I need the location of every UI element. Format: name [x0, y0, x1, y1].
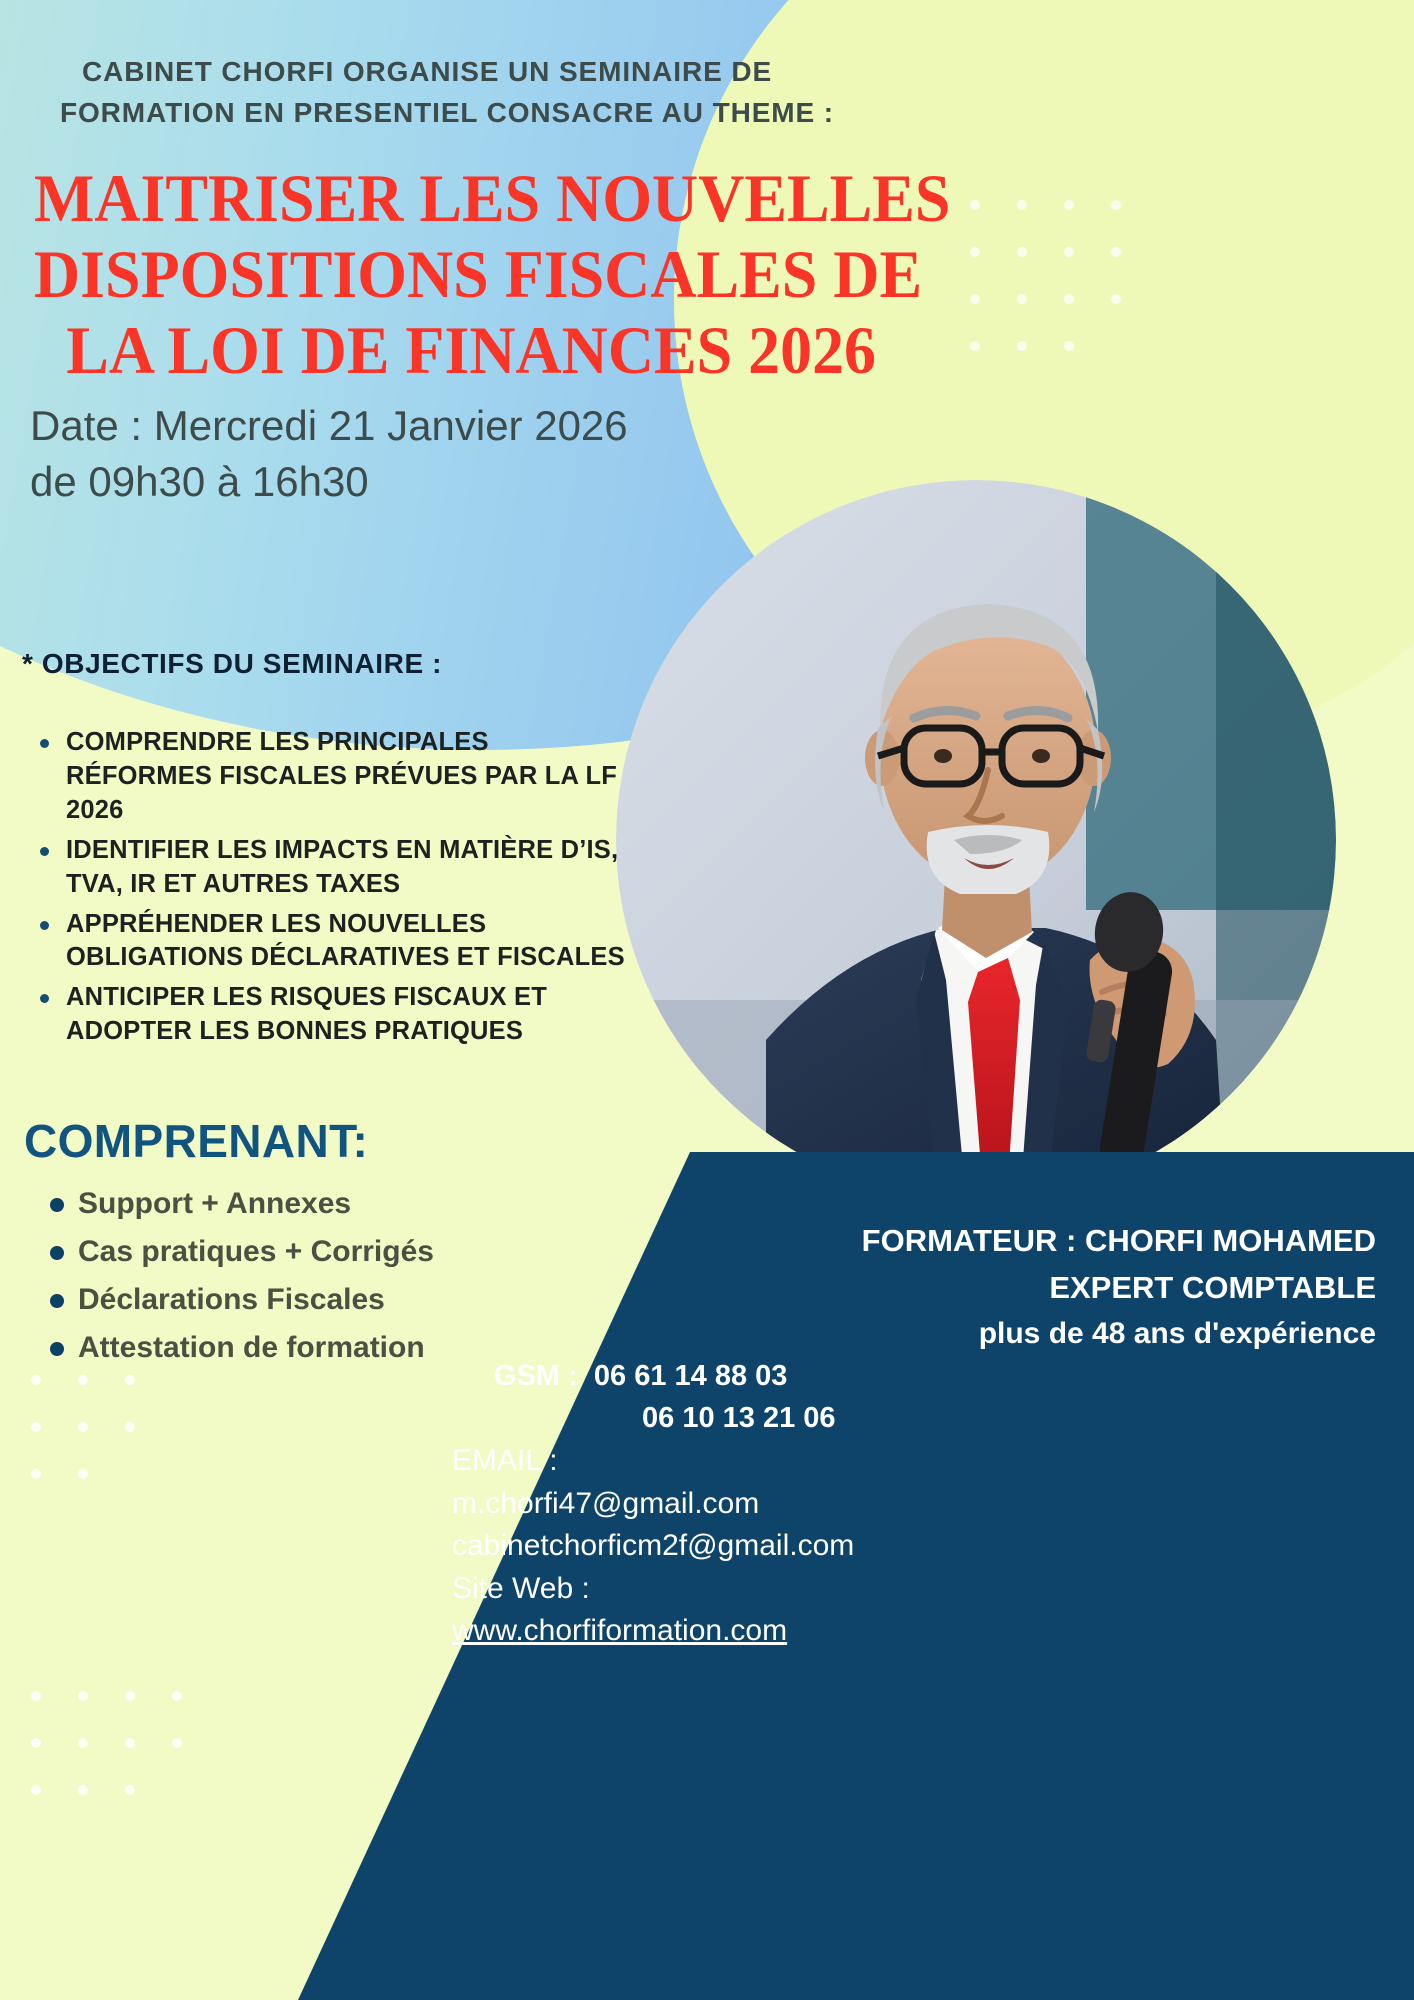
- list-item: Support + Annexes: [46, 1184, 566, 1224]
- gsm-label: GSM :: [494, 1360, 578, 1392]
- website-label: Site Web :: [452, 1571, 590, 1605]
- list-item: Cas pratiques + Corrigés: [46, 1232, 566, 1272]
- contact-block: [452, 1440, 1152, 1653]
- objectives-heading: * OBJECTIFS DU SEMINAIRE :: [22, 648, 443, 679]
- website-link[interactable]: www.chorfiformation.com: [452, 1614, 788, 1648]
- kicker-heading: [60, 52, 1060, 133]
- list-item: Déclarations Fiscales: [46, 1280, 566, 1320]
- title-line-3: LA LOI DE FINANCES 2026: [66, 312, 877, 389]
- trainer-name: FORMATEUR : CHORFI MOHAMED: [861, 1223, 1376, 1258]
- date-line-1: Date : Mercredi 21 Janvier 2026: [30, 402, 628, 449]
- title-line-1: MAITRISER LES NOUVELLES: [34, 160, 951, 236]
- trainer-experience: plus de 48 ans d'expérience: [978, 1317, 1376, 1350]
- list-item: COMPRENDRE LES PRINCIPALES RÉFORMES FISCALES PRÉVUES PAR LA LF 2026: [30, 726, 630, 828]
- email-address-2[interactable]: cabinetchorficm2f@gmail.com: [452, 1529, 855, 1563]
- page-title: [34, 160, 951, 389]
- email-line-1: [452, 1440, 1152, 1525]
- comprenant-heading: COMPRENANT:: [24, 1115, 369, 1167]
- email-label: EMAIL :: [452, 1444, 558, 1477]
- date-block: [30, 398, 628, 511]
- kicker-line-1: CABINET CHORFI ORGANISE UN SEMINAIRE DE: [82, 56, 773, 87]
- list-item: IDENTIFIER LES IMPACTS EN MATIÈRE D’IS, TVA, IR ET AUTRES TAXES: [30, 834, 630, 902]
- email-address-1[interactable]: m.chorfi47@gmail.com: [452, 1486, 760, 1520]
- gsm-number-2[interactable]: 06 10 13 21 06: [642, 1401, 836, 1434]
- list-item: ANTICIPER LES RISQUES FISCAUX ET ADOPTER LES BONNES PRATIQUES: [30, 981, 630, 1049]
- trainer-role: EXPERT COMPTABLE: [1049, 1269, 1376, 1305]
- date-line-2: de 09h30 à 16h30: [30, 458, 369, 506]
- list-item: APPRÉHENDER LES NOUVELLES OBLIGATIONS DÉCLARATIVES ET FISCALES: [30, 908, 630, 976]
- gsm-number-1[interactable]: 06 61 14 88 03: [593, 1360, 788, 1392]
- phone-block: [494, 1356, 1054, 1440]
- comprenant-list: [46, 1184, 566, 1376]
- trainer-info: [816, 1218, 1376, 1356]
- list-item: Attestation de formation: [46, 1328, 566, 1368]
- website-line: [452, 1568, 1152, 1653]
- title-line-2: DISPOSITIONS FISCALES DE: [34, 236, 923, 313]
- kicker-line-2: FORMATION EN PRESENTIEL CONSACRE AU THEME :: [60, 96, 834, 128]
- objectives-list: [30, 726, 630, 1055]
